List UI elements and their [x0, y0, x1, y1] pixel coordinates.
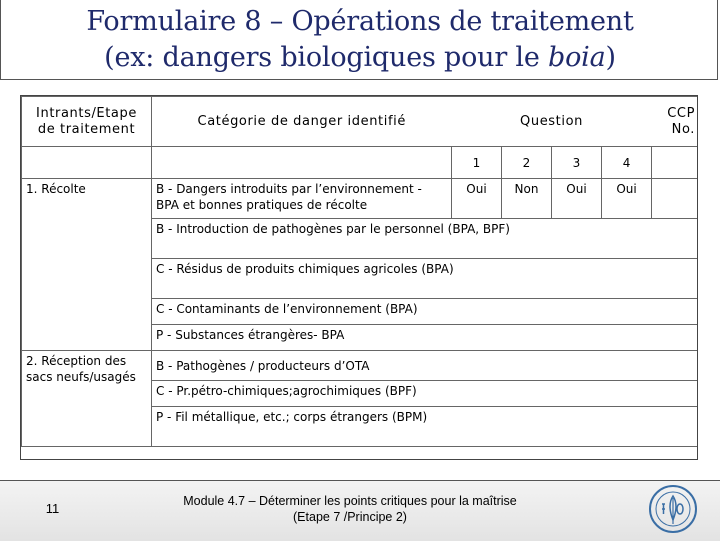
- empty-cell: [652, 147, 698, 179]
- page-title-line-1: Formulaire 8 – Opérations de traitement: [86, 6, 634, 37]
- answer-q1: Oui: [452, 179, 502, 219]
- title-suffix: ): [605, 42, 616, 73]
- hazard-cell: P - Fil métallique, etc.; corps étrangers (BPM): [152, 407, 699, 447]
- header-question: Question: [452, 97, 652, 147]
- question-number-row: [22, 147, 699, 179]
- answer-q2: Non: [502, 179, 552, 219]
- header-row: [22, 97, 699, 147]
- table-row: [22, 179, 699, 219]
- question-number-4: 4: [602, 147, 652, 179]
- footer-line-1: Module 4.7 – Déterminer les points critiques pour la maîtrise: [183, 494, 517, 508]
- fao-logo-icon: [648, 484, 698, 534]
- hazard-table: [21, 96, 698, 447]
- question-number-1: 1: [452, 147, 502, 179]
- question-number-3: 3: [552, 147, 602, 179]
- step-label-reception: 2. Réception des sacs neufs/usagés: [22, 351, 152, 447]
- title-box: [0, 0, 718, 80]
- header-hazard: Catégorie de danger identifié: [152, 97, 452, 147]
- answer-q4: Oui: [602, 179, 652, 219]
- hazard-cell: C - Résidus de produits chimiques agricoles (BPA): [152, 259, 699, 299]
- question-number-2: 2: [502, 147, 552, 179]
- page-number: 11: [45, 501, 60, 516]
- title-italic-word: boia: [548, 42, 606, 73]
- page-title-line-2: [1, 42, 719, 73]
- empty-cell: [22, 147, 152, 179]
- hazard-cell: P - Substances étrangères- BPA: [152, 325, 699, 351]
- header-ccp: CCP No.: [652, 97, 698, 147]
- form-table-frame: [20, 95, 698, 460]
- footer-bar: [0, 480, 720, 541]
- hazard-cell: B - Introduction de pathogènes par le personnel (BPA, BPF): [152, 219, 699, 259]
- table-row: [22, 351, 699, 381]
- empty-cell: [152, 147, 452, 179]
- hazard-cell: C - Pr.pétro-chimiques;agrochimiques (BPF): [152, 381, 699, 407]
- step-label-recolte: 1. Récolte: [22, 179, 152, 351]
- footer-line-2: (Etape 7 /Principe 2): [293, 510, 407, 524]
- hazard-cell: B - Dangers introduits par l’environnement - BPA et bonnes pratiques de récolte: [152, 179, 452, 219]
- title-prefix: (ex: dangers biologiques pour le: [104, 42, 549, 73]
- answer-q3: Oui: [552, 179, 602, 219]
- hazard-cell: B - Pathogènes / producteurs d’OTA: [152, 351, 699, 381]
- hazard-cell: C - Contaminants de l’environnement (BPA): [152, 299, 699, 325]
- footer-caption: [160, 493, 540, 525]
- header-inputs: Intrants/Etape de traitement: [22, 97, 152, 147]
- ccp-cell: [652, 179, 698, 219]
